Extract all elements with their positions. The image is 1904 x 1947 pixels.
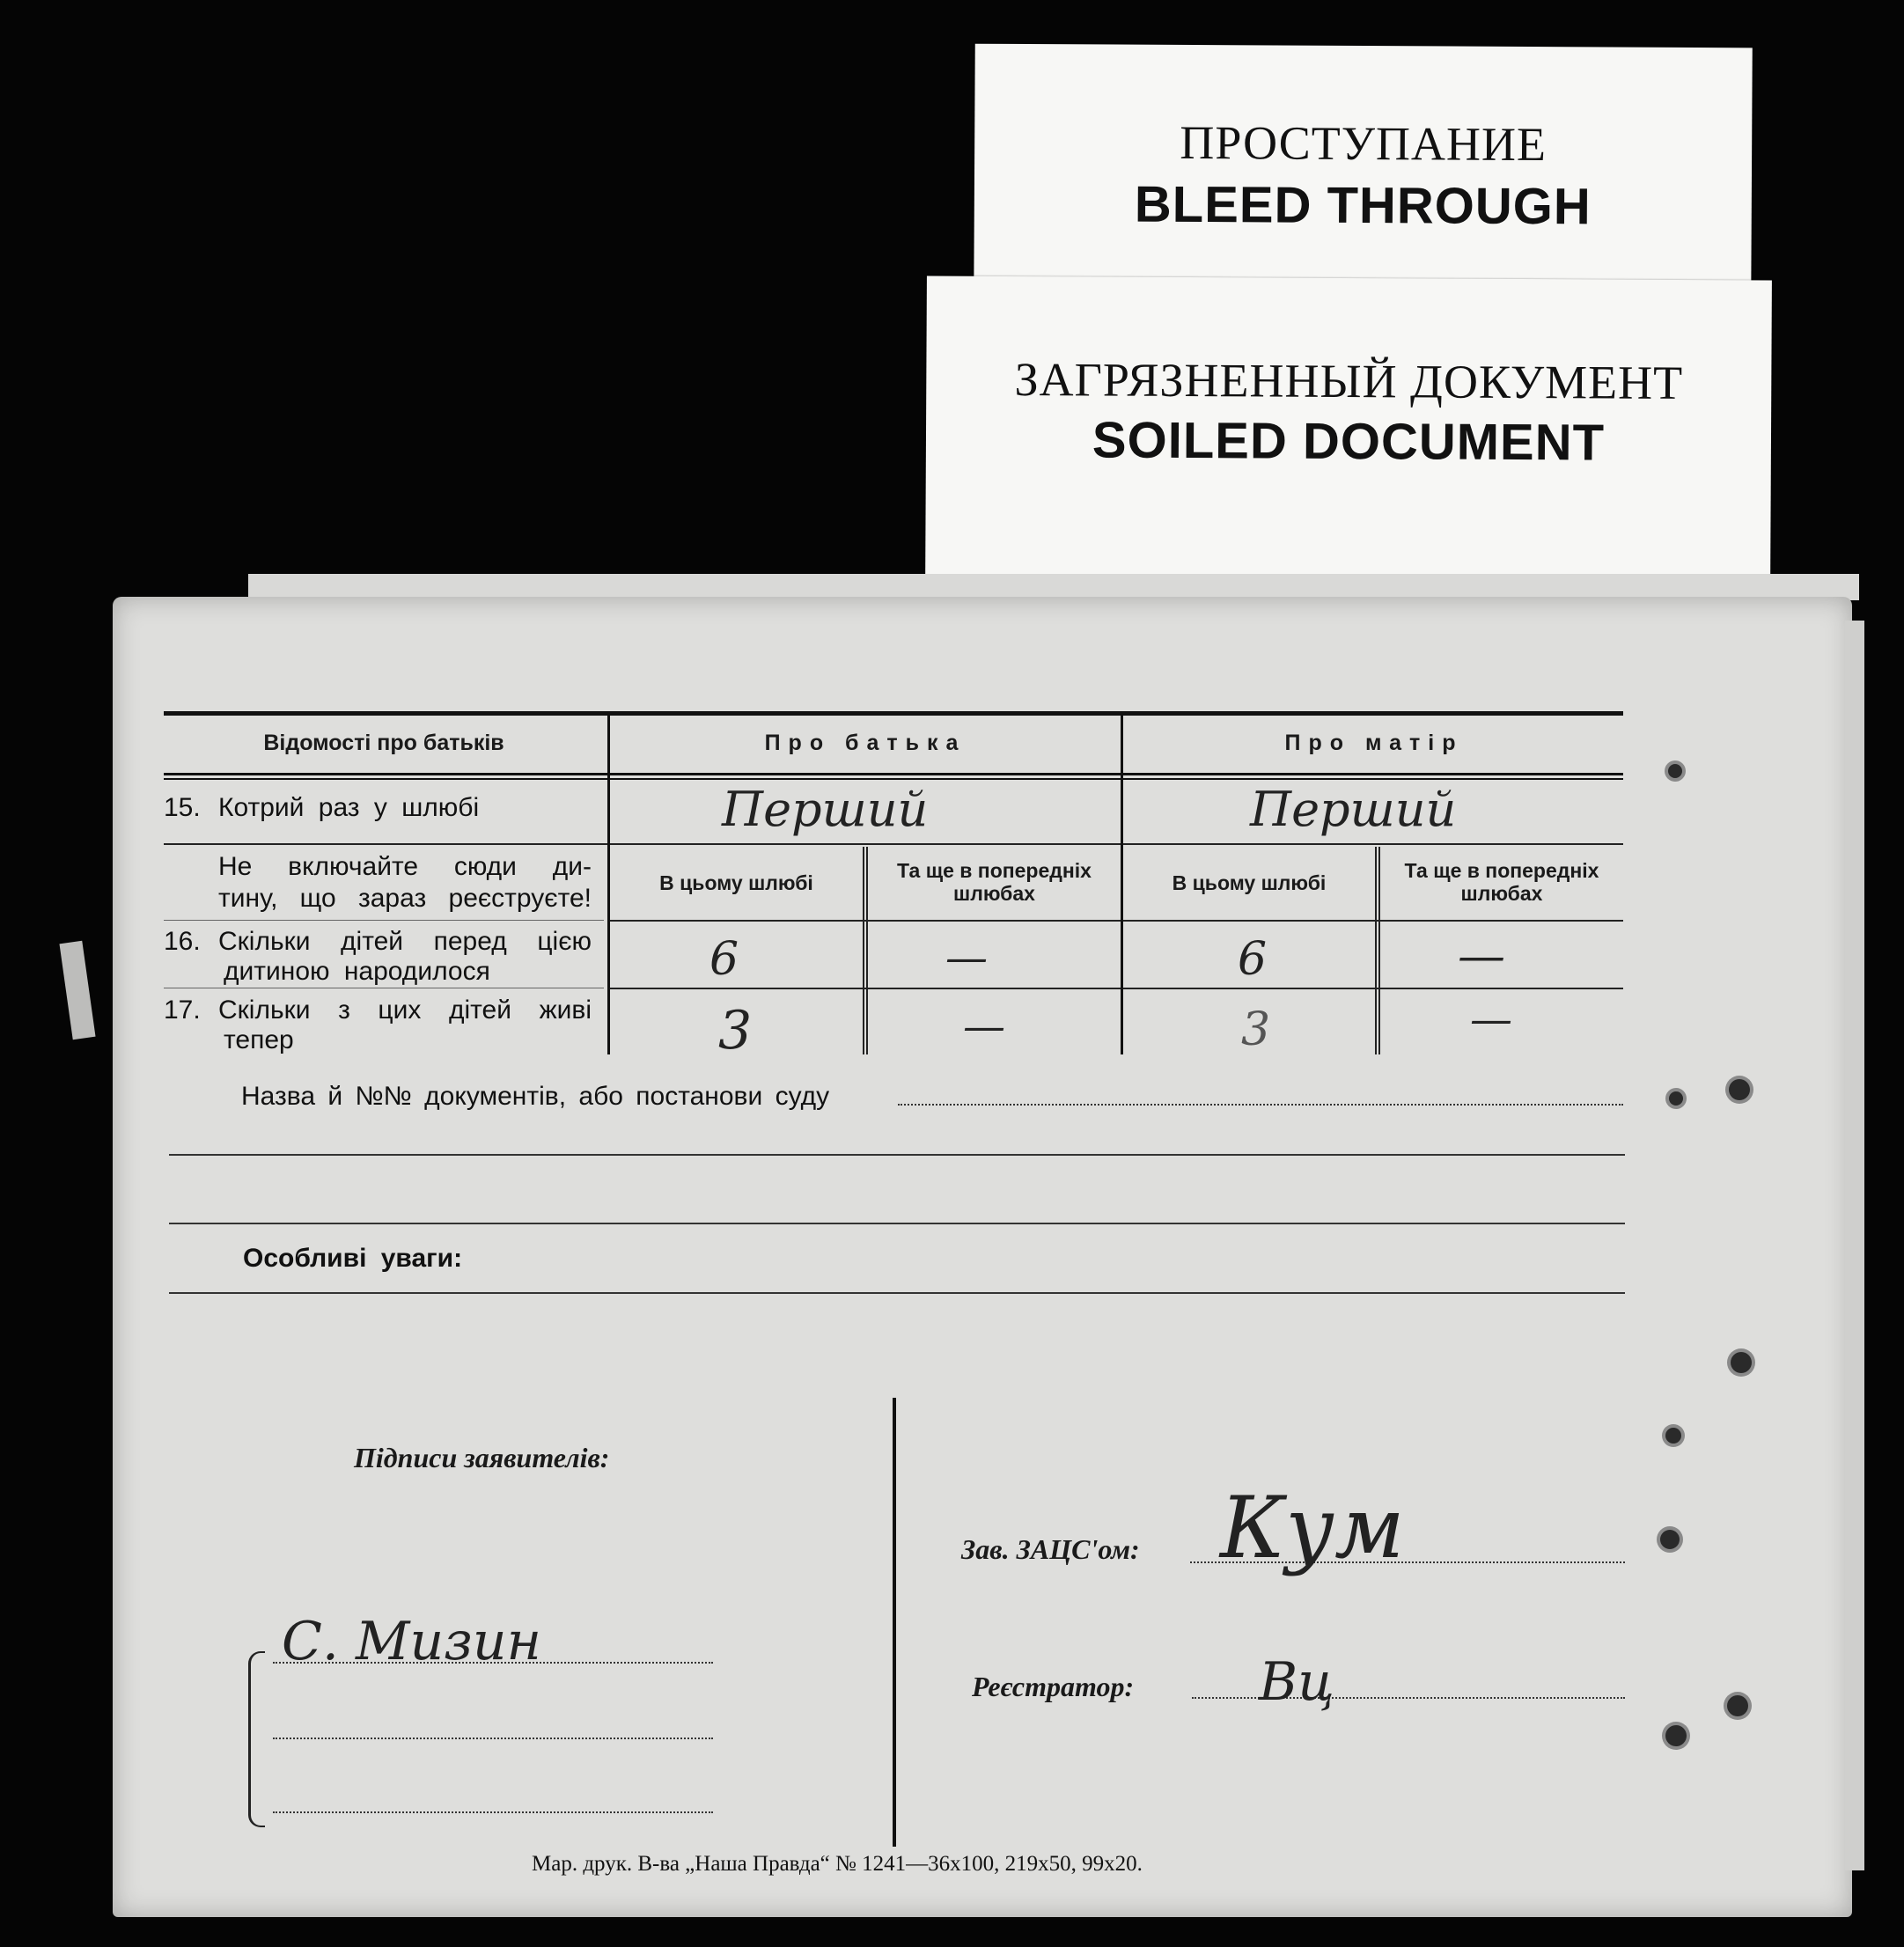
row15-number: 15. <box>164 793 201 822</box>
father-alive-this: 3 <box>718 1000 753 1062</box>
special-notes-line <box>169 1292 1625 1294</box>
applicants-signatures-label: Підписи заявителів: <box>354 1442 610 1473</box>
father-marriage-count: Перший <box>722 782 929 837</box>
head-zags-label: Зав. ЗАЦС'ом: <box>961 1533 1140 1565</box>
registrar-label: Реєстратор: <box>972 1671 1135 1702</box>
mother-children-this: 6 <box>1238 933 1268 986</box>
mother-alive-prev: — <box>1470 995 1512 1044</box>
row16-line2: дитиною народилося <box>224 957 490 986</box>
documents-line <box>169 1223 1625 1224</box>
printer-line: Мар. друк. В-ва „Наша Правда“ № 1241—36x100, 219x50, 99x20. <box>532 1852 1143 1876</box>
punch-hole <box>1665 1428 1681 1444</box>
special-notes-label: Особливі уваги: <box>243 1244 463 1273</box>
documents-dotted-line <box>898 1104 1623 1106</box>
father-this-marriage-header: В цьому шлюбі <box>659 871 813 894</box>
documents-line <box>169 1154 1625 1156</box>
soiled-document-en: SOILED DOCUMENT <box>1092 411 1606 472</box>
table-rule <box>607 988 1623 989</box>
bleed-through-ru: ПРОСТУПАНИЕ <box>1180 115 1547 172</box>
header-parents: Відомості про батьків <box>263 731 504 755</box>
soiled-document-slip <box>925 276 1772 593</box>
header-mother: Про матір <box>1284 731 1464 755</box>
documents-label: Назва й №№ документів, або постанови суду <box>241 1082 830 1111</box>
note-line1: Не включайте сюди ди- <box>218 852 592 881</box>
father-alive-prev: — <box>963 1002 1005 1051</box>
signature-divider <box>893 1398 896 1847</box>
registrar-signature: Вц <box>1259 1651 1334 1713</box>
table-rule <box>164 843 1623 845</box>
table-header-rule <box>164 773 1623 775</box>
punch-hole <box>1729 1079 1750 1100</box>
father-previous-header-line2: шлюбах <box>953 882 1035 905</box>
father-children-this: 6 <box>709 933 739 986</box>
punch-hole <box>1660 1530 1680 1549</box>
mother-previous-header-line1: Та ще в попередніх <box>1404 859 1599 882</box>
applicant-signature: С. Мизин <box>282 1611 542 1672</box>
mother-this-marriage-header: В цьому шлюбі <box>1172 871 1327 894</box>
applicant-signature-line <box>273 1811 713 1813</box>
table-top-rule <box>164 711 1623 716</box>
mother-marriage-count: Перший <box>1250 782 1457 837</box>
mother-previous-header-line2: шлюбах <box>1460 882 1543 905</box>
head-signature: Кум <box>1220 1479 1405 1577</box>
applicant-signature-line <box>273 1662 713 1664</box>
row16-line1: Скільки дітей перед цією <box>218 927 592 956</box>
table-rule <box>607 920 1623 922</box>
row17-line2: тепер <box>224 1025 294 1054</box>
row16-number: 16. <box>164 927 201 956</box>
torn-edge <box>59 941 95 1040</box>
row17-line1: Скільки з цих дітей живі <box>218 996 592 1025</box>
bleed-through-slip <box>974 44 1753 304</box>
applicant-signature-line <box>273 1738 713 1739</box>
punch-hole <box>1665 1725 1687 1746</box>
bleed-through-en: BLEED THROUGH <box>1134 175 1592 236</box>
punch-hole <box>1669 1091 1683 1106</box>
header-father: Про батька <box>764 731 967 755</box>
father-previous-header-line1: Та ще в попередніх <box>897 859 1092 882</box>
note-line2: тину, що зараз реєструєте! <box>218 884 592 913</box>
registrar-line <box>1192 1697 1625 1699</box>
punch-hole <box>1727 1695 1748 1716</box>
row15-label: Котрий раз у шлюбі <box>218 793 480 822</box>
table-rule <box>164 920 604 921</box>
card-edge <box>1845 621 1864 1870</box>
punch-hole <box>1731 1352 1752 1373</box>
mother-alive-this: 3 <box>1241 1003 1271 1056</box>
punch-hole <box>1668 764 1682 778</box>
mother-children-prev: — <box>1458 928 1505 983</box>
row17-number: 17. <box>164 996 201 1025</box>
father-children-prev: — <box>945 933 988 982</box>
table-header-rule <box>164 778 1623 780</box>
soiled-document-ru: ЗАГРЯЗНЕННЫЙ ДОКУМЕНТ <box>1014 353 1684 409</box>
applicants-brace <box>248 1651 265 1827</box>
